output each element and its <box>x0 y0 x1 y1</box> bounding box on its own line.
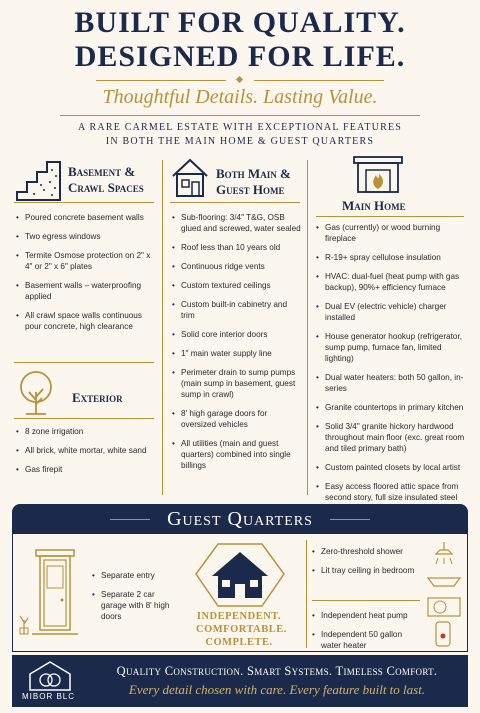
exterior-top-divider <box>14 362 154 363</box>
main-home-title: Main Home <box>342 198 406 213</box>
exterior-list <box>16 426 156 483</box>
list-item: • HVAC: dual-fuel (heat pump with gas backup), 90%+ efficiency furnace <box>316 271 466 293</box>
tree-icon <box>16 370 56 416</box>
list-item: • All crawl space walls continuous pour concrete, high clearance <box>16 310 156 332</box>
heat-pump-icon <box>424 596 464 618</box>
divider-diamond <box>236 76 243 83</box>
list-item: • Continuous ridge vents <box>172 261 302 272</box>
list-item: • House generator hookup (refrigerator, sump pump, furnace fan, limited lighting) <box>316 331 466 364</box>
door-icon <box>18 542 88 646</box>
list-item: • Custom painted closets by local artist <box>316 462 466 473</box>
footer-line-2: Every detail chosen with care. Every feature built to last. <box>128 682 426 697</box>
list-item: • Dual water heaters: both 50 gallon, in-series <box>316 372 466 394</box>
guest-right-list-top <box>312 546 420 584</box>
water-heater-icon <box>430 620 456 650</box>
list-item: • Roof less than 10 years old <box>172 242 302 253</box>
guest-right-list-bottom <box>312 610 420 659</box>
list-item: • All utilities (main and guest quarters) combined into single billings <box>172 438 302 471</box>
both-list <box>172 212 302 479</box>
list-item: • Independent 50 gallon water heater <box>312 629 420 651</box>
list-item: • Dual EV (electric vehicle) charger installed <box>316 301 466 323</box>
tagline: Thoughtful Details. Lasting Value. <box>102 86 378 108</box>
list-item: • Custom built-in cabinetry and trim <box>172 299 302 321</box>
tagline-divider <box>60 115 420 116</box>
subtitle-line-1: A RARE CARMEL ESTATE WITH EXCEPTIONAL FEATURES <box>77 122 403 133</box>
footer-bar <box>12 655 468 707</box>
guest-caption-1: INDEPENDENT. <box>196 611 282 622</box>
list-item: • Solid 3/4" granite hickory hardwood throughout main floor (exc. great room and tiled primary bath) <box>316 421 466 454</box>
list-item: • Sub-flooring: 3/4" T&G, OSB glued and screwed, water sealed <box>172 212 302 234</box>
both-title <box>216 166 291 198</box>
main-home-list <box>316 222 466 522</box>
guest-right-divider <box>312 600 420 601</box>
list-item: • All brick, white mortar, white sand <box>16 445 156 456</box>
house-icon <box>170 156 210 200</box>
footer-line-1: Quality Construction. Smart Systems. Timeless Comfort. <box>116 664 438 678</box>
list-item: • Poured concrete basement walls <box>16 212 156 223</box>
both-title-line-1: Both Main & <box>216 166 291 181</box>
subtitle-line-2: IN BOTH THE MAIN HOME & GUEST QUARTERS <box>105 136 375 147</box>
list-item: • Independent heat pump <box>312 610 420 621</box>
guest-divider <box>306 540 307 648</box>
list-item: • Two egress windows <box>16 231 156 242</box>
list-item: • Zero-threshold shower <box>312 546 420 557</box>
basement-divider <box>14 202 154 203</box>
list-item: • Separate 2 car garage with 8' high doors <box>92 589 180 622</box>
guest-left-list <box>92 570 180 630</box>
both-divider <box>170 202 300 203</box>
exterior-title: Exterior <box>72 390 123 405</box>
list-item: • 8 zone irrigation <box>16 426 156 437</box>
list-item: • Solid core interior doors <box>172 329 302 340</box>
basement-list <box>16 212 156 340</box>
main-home-divider <box>316 216 464 217</box>
basement-title <box>68 164 144 196</box>
divider-right <box>254 80 384 81</box>
guest-quarters-title: Guest Quarters <box>167 508 313 530</box>
column-divider-1 <box>162 160 163 495</box>
list-item: • 1" main water supply line <box>172 348 302 359</box>
title-line-2: DESIGNED FOR LIFE. <box>74 40 406 73</box>
stairs-icon <box>14 156 64 202</box>
list-item: • Termite Osmose protection on 2" x 4" or 2" x 6" plates <box>16 250 156 272</box>
list-item: • Basement walls – waterproofing applied <box>16 280 156 302</box>
list-item: • Custom textured ceilings <box>172 280 302 291</box>
fireplace-icon <box>352 154 404 194</box>
logo-icon <box>26 660 74 692</box>
list-item: • Granite countertops in primary kitchen <box>316 402 466 413</box>
both-title-line-2: Guest Home <box>216 182 285 197</box>
column-divider-2 <box>307 160 308 495</box>
exterior-divider <box>14 418 154 419</box>
list-item: • Gas firepit <box>16 464 156 475</box>
list-item: • 8' high garage doors for oversized vehicles <box>172 408 302 430</box>
ceiling-light-icon <box>424 572 464 592</box>
list-item: • Separate entry <box>92 570 180 581</box>
basement-title-line-1: Basement & <box>68 164 136 179</box>
guest-caption-2: COMFORTABLE. <box>196 624 287 635</box>
divider-left <box>96 80 226 81</box>
guest-house-icon <box>190 536 290 612</box>
list-item: • Lit tray ceiling in bedroom <box>312 565 420 576</box>
logo-text: MIBOR BLC <box>22 692 76 701</box>
list-item: • Easy access floored attic space from second story, full size insulated steel <box>316 481 466 514</box>
list-item: • Perimeter drain to sump pumps (main sump in basement, guest sump in crawl) <box>172 367 302 400</box>
list-item: • Gas (currently) or wood burning fireplace <box>316 222 466 244</box>
list-item: • R-19+ spray cellulose insulation <box>316 252 466 263</box>
basement-title-line-2: Crawl Spaces <box>68 180 144 195</box>
guest-caption-3: COMPLETE. <box>205 637 273 648</box>
title-line-1: BUILT FOR QUALITY. <box>74 6 406 39</box>
